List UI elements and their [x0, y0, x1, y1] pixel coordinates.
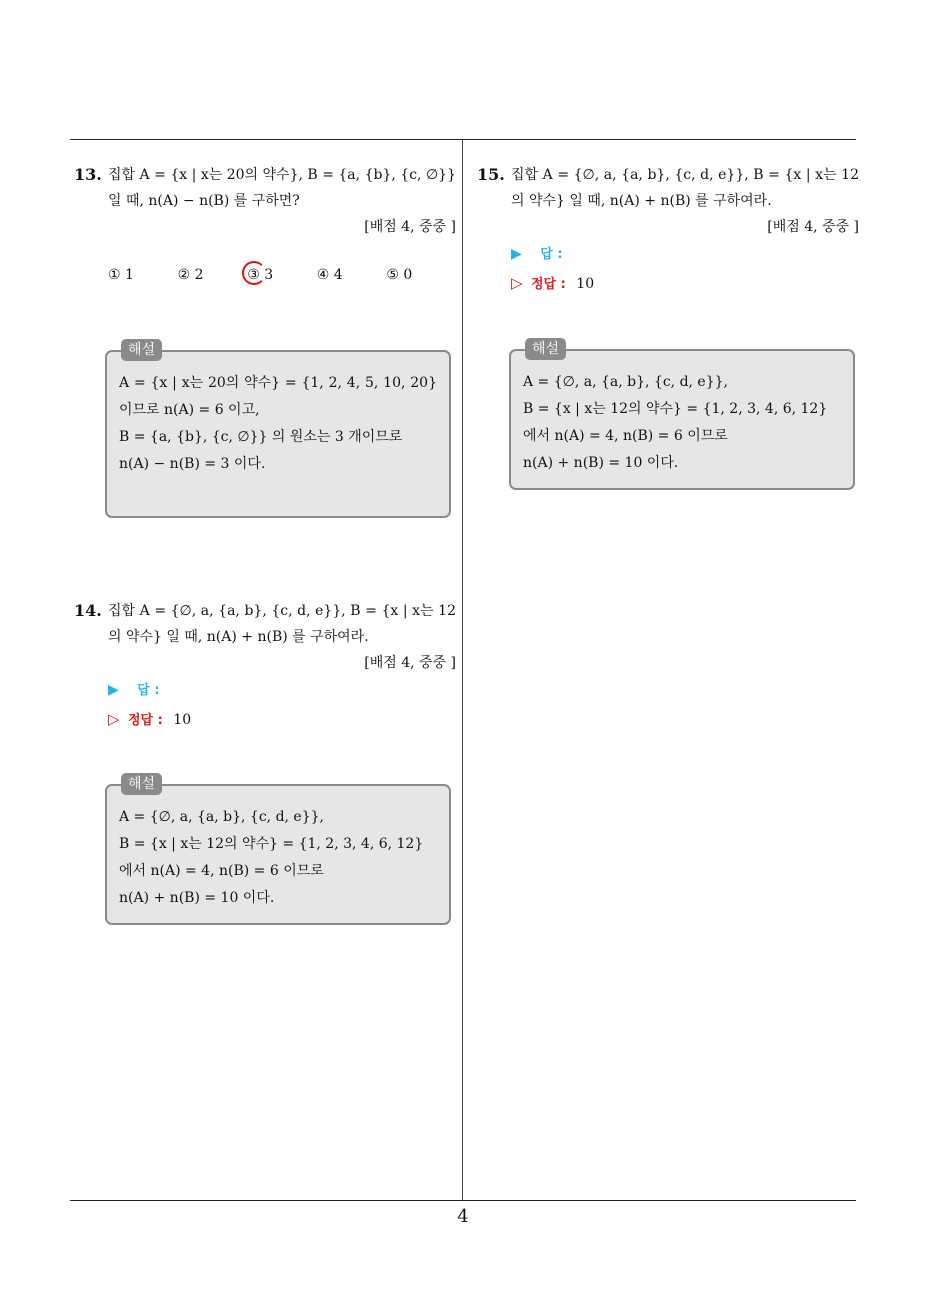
solution-label: 해설 [121, 773, 162, 795]
solution-line: A = {∅, a, {a, b}, {c, d, e}}, [523, 374, 728, 390]
solution-line: 에서 n(A) = 4, n(B) = 6 이므로 [119, 863, 324, 879]
problem-meta: [배점 4, 중중 ] [364, 655, 456, 671]
solution-box-13 [105, 342, 451, 518]
problem-number: 15. [477, 165, 505, 184]
correct-answer-value: 10 [576, 276, 595, 292]
choice-4[interactable]: ④ 4 [316, 267, 343, 283]
problem-text: 집합 A = {∅, a, {a, b}, {c, d, e}}, B = {x | x는 12의 약수} 일 때, n(A) + n(B) 를 구하여라. [511, 167, 859, 209]
correct-triangle-icon: ▷ [108, 710, 120, 728]
problem-text: 집합 A = {x | x는 20의 약수}, B = {a, {b}, {c, ∅}} 일 때, n(A) − n(B) 를 구하면? [108, 167, 456, 209]
column-divider [462, 139, 463, 1200]
solution-line: 에서 n(A) = 4, n(B) = 6 이므로 [523, 428, 728, 444]
choice-5[interactable]: ⑤ 0 [386, 267, 413, 283]
page-number: 4 [457, 1206, 469, 1227]
solution-line: B = {x | x는 12의 약수} = {1, 2, 3, 4, 6, 12} [119, 836, 424, 852]
choice-2[interactable]: ② 2 [177, 267, 204, 283]
problem-number: 14. [74, 601, 102, 620]
bottom-rule [70, 1200, 856, 1201]
problem-15 [477, 162, 859, 299]
solution-line: A = {x | x는 20의 약수} = {1, 2, 4, 5, 10, 20} 이므로 n(A) = 6 이고, [119, 375, 437, 418]
choice-1[interactable]: ① 1 [108, 267, 134, 283]
top-rule [70, 139, 856, 140]
problem-meta: [배점 4, 중중 ] [364, 219, 456, 235]
solution-line: B = {a, {b}, {c, ∅}} 의 원소는 3 개이므로 [119, 429, 403, 445]
solution-line: A = {∅, a, {a, b}, {c, d, e}}, [119, 809, 324, 825]
solution-box-15 [509, 341, 855, 490]
correct-answer-row [108, 705, 456, 735]
choice-3-label: ③ 3 [247, 267, 274, 283]
problem-number: 13. [74, 165, 102, 184]
problem-13 [74, 162, 456, 288]
correct-answer-row [511, 269, 859, 299]
answer-triangle-icon: ▶ [108, 682, 119, 698]
correct-answer-value: 10 [173, 712, 192, 728]
choice-3[interactable] [247, 262, 317, 288]
solution-line: n(A) − n(B) = 3 이다. [119, 456, 266, 472]
answer-row [511, 240, 859, 269]
correct-answer-label: 정답 : [531, 277, 566, 292]
problem-text: 집합 A = {∅, a, {a, b}, {c, d, e}}, B = {x | x는 12의 약수} 일 때, n(A) + n(B) 를 구하여라. [108, 603, 456, 645]
solution-label: 해설 [121, 339, 162, 361]
correct-answer-label: 정답 : [128, 713, 163, 728]
solution-label: 해설 [525, 338, 566, 360]
correct-triangle-icon: ▷ [511, 274, 523, 292]
answer-label: 답 : [137, 683, 160, 698]
choice-list [108, 262, 456, 288]
selected-answer-mark [242, 261, 266, 285]
solution-box-14 [105, 776, 451, 925]
solution-line: n(A) + n(B) = 10 이다. [119, 890, 275, 906]
problem-14 [74, 598, 456, 735]
answer-triangle-icon: ▶ [511, 246, 522, 262]
solution-line: B = {x | x는 12의 약수} = {1, 2, 3, 4, 6, 12} [523, 401, 828, 417]
problem-meta: [배점 4, 중중 ] [767, 219, 859, 235]
solution-line: n(A) + n(B) = 10 이다. [523, 455, 679, 471]
answer-label: 답 : [540, 247, 563, 262]
answer-row [108, 676, 456, 705]
